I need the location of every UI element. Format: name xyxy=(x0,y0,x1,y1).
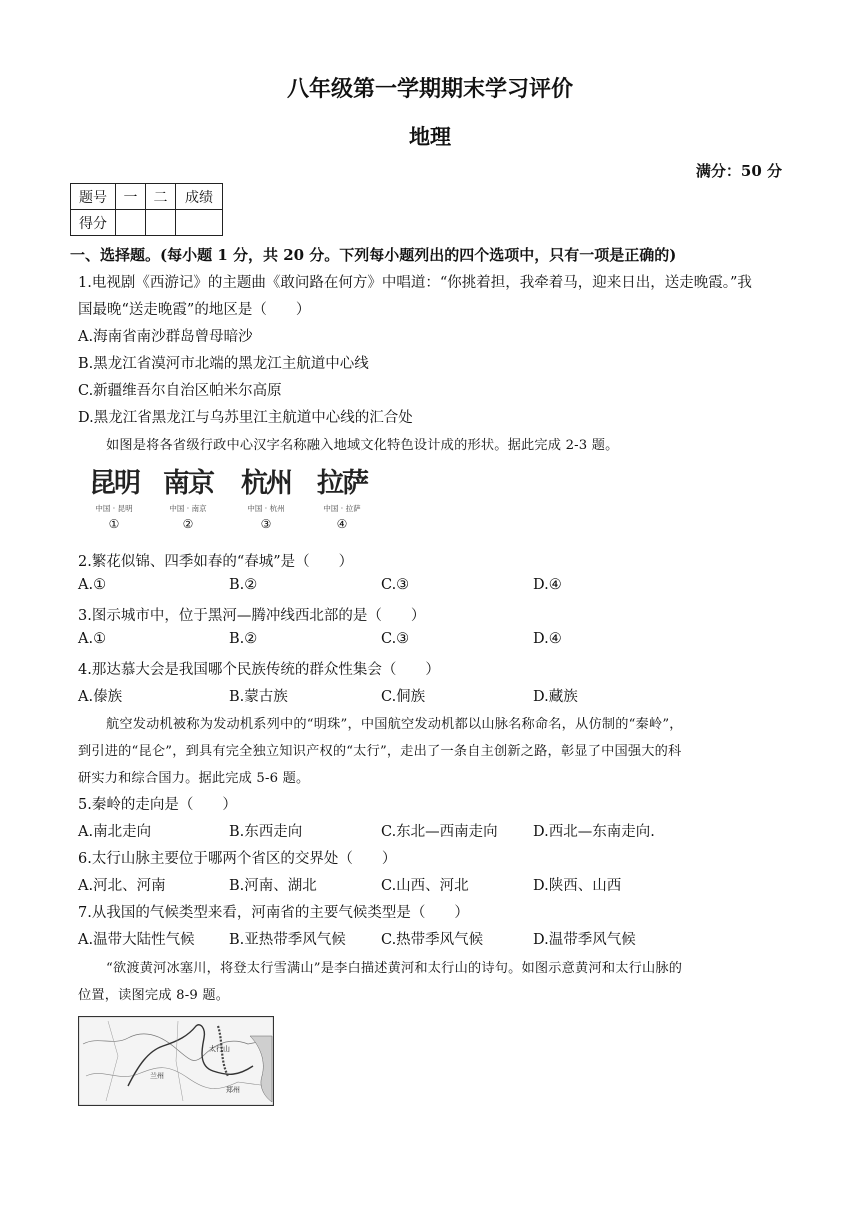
question-7-option-b[interactable]: B.亚热带季风气候 xyxy=(229,932,346,948)
question-5-stem: 5.秦岭的走向是（ ） xyxy=(78,797,237,813)
question-4-option-d[interactable]: D.藏族 xyxy=(533,689,578,705)
map-label-zhengzhou: 郑州 xyxy=(226,1086,240,1094)
question-3-option-c[interactable]: C.③ xyxy=(381,631,410,647)
intro-5-6-line3: 研实力和综合国力。据此完成 5-6 题。 xyxy=(78,771,310,786)
table-row xyxy=(71,184,223,210)
logo-lhasa xyxy=(306,468,378,531)
question-5-option-d[interactable]: D.西北—东南走向. xyxy=(533,824,655,840)
question-1-option-a[interactable]: A.海南省南沙群岛曾母暗沙 xyxy=(78,329,253,345)
question-3-option-a[interactable]: A.① xyxy=(78,631,107,647)
question-6-option-a[interactable]: A.河北、河南 xyxy=(78,878,166,894)
question-6-option-d[interactable]: D.陕西、山西 xyxy=(533,878,622,894)
question-2-option-b[interactable]: B.② xyxy=(229,577,258,593)
question-2-option-d[interactable]: D.④ xyxy=(533,577,562,593)
logo-number: ② xyxy=(182,517,194,531)
intro-8-9-line1: “欲渡黄河冰塞川，将登太行雪满山”是李白描述黄河和太行山的诗句。如图示意黄河和太行山脉的 xyxy=(106,961,683,976)
logo-caption: 中国 · 拉萨 xyxy=(323,504,361,513)
map-label-lanzhou: 兰州 xyxy=(150,1072,164,1080)
question-4-option-c[interactable]: C.侗族 xyxy=(381,689,426,705)
question-7-option-c[interactable]: C.热带季风气候 xyxy=(381,932,484,948)
question-1-option-c[interactable]: C.新疆维吾尔自治区帕米尔高原 xyxy=(78,383,282,399)
question-2-stem: 2.繁花似锦、四季如春的“春城”是（ ） xyxy=(78,554,354,570)
yellow-river-taihang-map xyxy=(78,1016,274,1106)
question-6-option-b[interactable]: B.河南、湖北 xyxy=(229,878,317,894)
intro-8-9-line2: 位置，读图完成 8-9 题。 xyxy=(78,988,230,1003)
logo-glyph: 杭州 xyxy=(241,468,291,499)
question-5-option-b[interactable]: B.东西走向 xyxy=(229,824,303,840)
logo-number: ④ xyxy=(336,517,348,531)
question-3-option-b[interactable]: B.② xyxy=(229,631,258,647)
question-6-option-c[interactable]: C.山西、河北 xyxy=(381,878,469,894)
full-score: 满分：50 分 xyxy=(695,162,782,180)
logo-nanjing xyxy=(152,468,224,531)
intro-5-6-line1: 航空发动机被称为发动机系列中的“明珠”，中国航空发动机都以山脉名称命名，从仿制的“秦岭”， xyxy=(106,717,683,732)
question-5-option-c[interactable]: C.东北—西南走向 xyxy=(381,824,498,840)
question-4-stem: 4.那达慕大会是我国哪个民族传统的群众性集会（ ） xyxy=(78,662,440,678)
intro-5-6-line2: 到引进的“昆仑”，到具有完全独立知识产权的“太行”，走出了一条自主创新之路，彰显了中国强大的科 xyxy=(78,744,682,759)
table-cell: 得分 xyxy=(71,210,116,236)
question-1-stem-cont: 国最晚“送走晚霞”的地区是（ ） xyxy=(78,302,311,318)
logo-kunming xyxy=(78,468,150,531)
table-cell: 成绩 xyxy=(176,184,223,210)
table-cell: 题号 xyxy=(71,184,116,210)
question-1-stem: 1.电视剧《西游记》的主题曲《敢问路在何方》中唱道：“你挑着担，我牵着马，迎来日出，送走晚霞。”我 xyxy=(78,275,752,291)
question-7-option-d[interactable]: D.温带季风气候 xyxy=(533,932,636,948)
logo-glyph: 南京 xyxy=(163,468,213,499)
subject-title: 地理 xyxy=(409,124,451,149)
question-7-stem: 7.从我国的气候类型来看，河南省的主要气候类型是（ ） xyxy=(78,905,469,921)
table-cell: 一 xyxy=(116,184,146,210)
score-input-cell[interactable] xyxy=(116,210,146,236)
city-logos-figure xyxy=(78,468,388,538)
logo-glyph: 拉萨 xyxy=(317,468,367,499)
logo-glyph: 昆明 xyxy=(89,468,139,499)
question-4-option-b[interactable]: B.蒙古族 xyxy=(229,689,288,705)
map-label-taihang: 太行山 xyxy=(209,1045,230,1053)
question-1-option-d[interactable]: D.黑龙江省黑龙江与乌苏里江主航道中心线的汇合处 xyxy=(78,410,413,426)
score-input-cell[interactable] xyxy=(176,210,223,236)
question-5-option-a[interactable]: A.南北走向 xyxy=(78,824,152,840)
score-input-cell[interactable] xyxy=(146,210,176,236)
question-4-option-a[interactable]: A.傣族 xyxy=(78,689,123,705)
question-1-option-b[interactable]: B.黑龙江省漠河市北端的黑龙江主航道中心线 xyxy=(78,356,369,372)
question-3-option-d[interactable]: D.④ xyxy=(533,631,562,647)
logo-number: ① xyxy=(108,517,120,531)
question-6-stem: 6.太行山脉主要位于哪两个省区的交界处（ ） xyxy=(78,851,397,867)
section-heading: 一、选择题。(每小题 1 分，共 20 分。下列每小题列出的四个选项中，只有一项是正确的) xyxy=(70,246,677,264)
table-row xyxy=(71,210,223,236)
table-cell: 二 xyxy=(146,184,176,210)
question-2-option-a[interactable]: A.① xyxy=(78,577,107,593)
intro-2-3: 如图是将各省级行政中心汉字名称融入地域文化特色设计成的形状。据此完成 2-3 题。 xyxy=(106,438,619,453)
logo-hangzhou xyxy=(230,468,302,531)
question-2-option-c[interactable]: C.③ xyxy=(381,577,410,593)
logo-number: ③ xyxy=(260,517,272,531)
exam-title: 八年级第一学期期末学习评价 xyxy=(286,76,573,102)
logo-caption: 中国 · 杭州 xyxy=(247,504,285,513)
question-3-stem: 3.图示城市中，位于黑河—腾冲线西北部的是（ ） xyxy=(78,608,426,624)
logo-caption: 中国 · 南京 xyxy=(169,504,207,513)
question-7-option-a[interactable]: A.温带大陆性气候 xyxy=(78,932,195,948)
logo-caption: 中国 · 昆明 xyxy=(95,504,133,513)
score-table xyxy=(70,183,223,236)
